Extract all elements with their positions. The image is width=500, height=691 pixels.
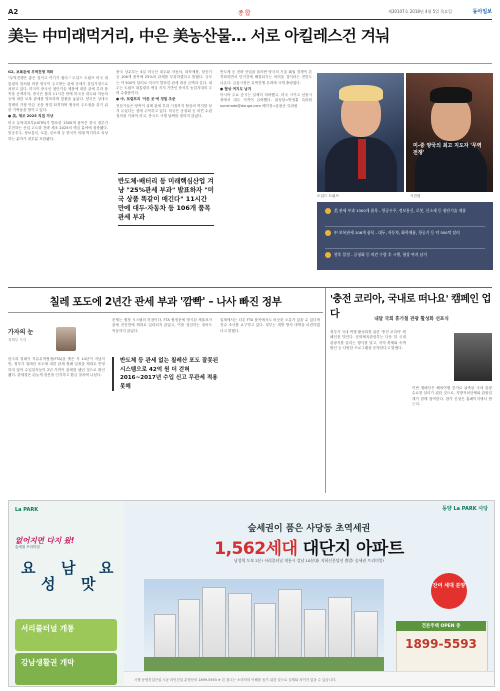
photo-trump — [317, 73, 404, 192]
ad-big-text: 요 성 남 맛 요 — [21, 559, 114, 593]
trade-info-box — [317, 202, 493, 270]
article2-byline — [8, 327, 78, 343]
section-divider — [8, 287, 492, 288]
apartment-advertisement[interactable] — [8, 500, 495, 687]
article1-subhead3: ● 中, 트럼프의 '아픈 곳'에 정밀 조준 — [116, 97, 176, 102]
page-number: A2 — [8, 8, 19, 16]
photo-caption-left: 도널드 트럼프 — [317, 194, 339, 198]
article3-text1: 정부가 국내 여행 활성화를 위한 '충전 코리아' 캠페인을 벌인다. 문화체육관광부는 다음 달 국내 관광지를 알리는 행사를 열고, 지역 축제와 숙박 할인 등 다양한 프로그램을 운영한다고 밝혔다. — [330, 330, 406, 350]
column-divider — [325, 288, 326, 493]
info-row: 美 관세 부과 1300개 품목 - 항공우주, 정보통신, 로봇, 신소재 등 첨단기술 제품 — [325, 208, 487, 214]
ad-heading: 숲세권이 품은 사당동 초역세권 — [247, 524, 371, 534]
article3-col1 — [330, 330, 406, 493]
article2-col2 — [112, 318, 212, 356]
article2-text3: 업계에서는 다른 FTA 품목에서도 비슷한 오류가 있을 수 있다며 전수 조사를 요구하고 있다. 정부는 재발 방지 대책을 마련하겠다고 밝혔다. — [220, 318, 320, 333]
ad-footer: 시행 동양건설산업 시공 라인건설 분양문의 1899-5593 ※ 본 광고는 소비자의 이해를 돕기 위한 것으로 실제와 차이가 있을 수 있습니다. — [124, 671, 494, 687]
leaders-photo — [317, 73, 493, 192]
pull-quote: 반도체·배터리 등 미래핵심산업 겨냥 "25%관세 부과" 발표하자 "미국 상품 똑같이 매긴다" 11시간 만에 대두·자동차 등 106개 품목 관세 부과 — [118, 173, 214, 226]
page-header — [8, 6, 492, 18]
newspaper-logo: 동아일보 — [472, 9, 492, 15]
article1-subhead: G2, 보복관세 무역전쟁 격화 — [8, 70, 54, 74]
article2-col1 — [8, 357, 105, 493]
article3-photo — [454, 333, 492, 381]
ad-subtext: 남성역 도보 2분! 서리풀터널 개통시 강남 10분대! 지하신분당선 출발! 숲세권 프리미엄! — [233, 558, 385, 563]
ad-main-heading: 1,562세대 대단지 아파트 — [214, 539, 404, 559]
ad-feature-2: 강남생활권 개막 — [15, 653, 117, 685]
article1-text3: 반도체 등 전략 산업을 둘러싼 양국의 기술 패권 경쟁이 본격화하면서 단기간에 해결되기는 어려울 것이라는 전망도 나온다. 금융시장은 무역전쟁 우려에 크게 출렁였다. — [220, 70, 312, 85]
ad-right-panel — [124, 501, 494, 686]
ad-phone-number[interactable]: 1899-5593 — [405, 637, 477, 651]
info-row: 中 보복관세 106개 품목 - 대두, 자동차, 화학제품, 항공기 등 약 500억 달러 — [325, 230, 487, 236]
article3-subtitle: 내달 국회 휴가철 관광 활성화 선포식 — [374, 317, 449, 322]
article2-title: 칠레 포도에 2년간 관세 부과 '깜빡' – 나사 빠진 정부 — [49, 296, 282, 308]
article3-title: '충전 코리아, 국내로 떠나요' 캠페인 업다 — [330, 294, 491, 320]
article1-subhead4: ● 협상 여지도 남겨 — [220, 86, 252, 91]
article1-text2: 중국 상무부는 4일 미국산 대두와 자동차, 화학제품, 항공기 등 106개 품목에 25%의 관세를 부과하겠다고 밝혔다. 규모는 약 500억 달러로 미국이 발표한 관세 대상 금액과 같다. 대두는 트럼프 대통령의 핵심 지지 기반인 중서부 농업지대의 주력 수출품이다. — [116, 70, 212, 96]
article3-col2 — [412, 386, 492, 493]
ad-tagline: 숲세권 프리미엄 — [15, 545, 40, 549]
photo-caption-right: 시진핑 — [410, 194, 421, 198]
article3-text2: 이번 캠페인은 해외여행 증가로 위축된 국내 관광 수요를 살리기 위한 것으로, 지방자치단체와 관광업계가 함께 참여한다. 참가 신청은 홈페이지에서 받는다. — [412, 386, 492, 406]
ad-brand-logo: La PARK — [15, 507, 39, 513]
issue-info: 제30107호 2018년 4월 5일 목요일 — [388, 9, 452, 14]
article1-text2b: 전문가들은 양측이 실제 관세 부과 시점까지 협상의 여지를 남겨 두었다는 점에 주목하고 있다. 미국은 공청회 등 의견 수렴 절차를 거쳐야 하고, 중국도 시행 날짜를 정하지 않았다. — [116, 103, 212, 119]
ad-badge: 잔여 세대 분양 — [431, 573, 467, 609]
photo-overlay-caption: 미-중 양국의 최고 지도자 '무역 전쟁' — [413, 143, 482, 156]
article1-text3b: 아시아 주요 증시는 일제히 하락했고, 미국 시카고 선물시장에서 대두 가격이 급락했다. 워싱턴=박정훈 특파원 sunshade@donga.com 베이징=윤완준 특파원 — [220, 93, 312, 108]
main-headline: 美는 中미래먹거리, 中은 美농산물… 서로 아킬레스건 겨눠 — [8, 27, 390, 45]
reporter-photo — [56, 327, 76, 351]
ad-left-panel — [9, 501, 124, 686]
article1-col3 — [220, 70, 312, 282]
article1-col2 — [116, 70, 212, 170]
section-name: 종합 — [238, 10, 252, 17]
article2-text2: 문제는 행정 시스템의 허점이다. FTA 협정문에 명시된 세율표가 관세 전산망에 제대로 입력되지 않았고, 이를 점검하는 절차도 작동하지 않았다. — [112, 318, 212, 333]
pull-quote-2: 반도체 등 관세 없는 칠레산 포도 잘못된 시스템으로 42억 원 더 걷혀 2016~2017년 수입 신고 무관세 적용 못해 — [112, 357, 220, 391]
ad-brand-right: 동양 La PARK 사당 — [442, 506, 488, 512]
article1-subhead2: ● 美, 제조 2025 직접 겨냥 — [8, 114, 54, 119]
photo-xi — [406, 73, 493, 192]
headline-divider — [8, 63, 492, 64]
ad-open-label: 견본주택 OPEN 중 — [396, 621, 486, 631]
article1-col1 — [8, 70, 108, 282]
ad-building-image — [144, 579, 384, 671]
byline-role: 경제부 기자 — [8, 338, 27, 342]
ad-slogan: 없어지면 다지 왔! — [15, 536, 75, 545]
article2-text1: 한국과 칠레가 자유무역협정(FTA)을 맺은 지 14년이 지났지만, 정부가 칠레산 포도에 대한 관세 철폐 일정을 제대로 반영하지 않아 수입업자들이 2년 가까이 관세를 냈던 것으로 확인됐다. 관세청은 뒤늦게 잘못을 인지하고 환급 절차에 나섰다. — [8, 357, 105, 377]
article2-col3 — [220, 318, 320, 493]
article1-text1b: 미국 무역대표부(USTR)가 발표한 1300개 품목은 중국 정부가 추진하는 산업 고도화 전략 제조 2025의 핵심 분야에 집중됐다. 항공우주, 정보통신, 로봇, 신소재 등 중국이 미래 먹거리로 육성하는 분야가 대부분 포함됐다. — [8, 120, 108, 141]
byline-name: 가자의 눈 — [8, 329, 34, 336]
ad-feature-1: 서리풀터널 개통 — [15, 619, 117, 651]
info-row: 향후 일정 - 공청회 등 의견 수렴 후 시행, 협상 여지 남겨 — [325, 252, 487, 258]
article1-text1: "무역전쟁은 좋은 것이고 이기기 쉽다." 도널드 트럼프 미국 대통령의 말처럼 미중 양국이 주고받는 관세 공세가 점입가경으로 치닫고 있다. 미국이 중국산 첨단기술 제품에 대한 관세 부과 품목을 공개하자, 중국은 불과 11시간 만에 미국산 대두와 자동차 등에 대한 보복 관세를 발표하며 맞불을 놓았다. 양국은 상대국 경제의 가장 아픈 곳을 정밀 타격하며 협상의 주도권을 쥐기 위한 기싸움을 벌이고 있다. — [8, 76, 108, 113]
header-divider — [8, 19, 492, 20]
